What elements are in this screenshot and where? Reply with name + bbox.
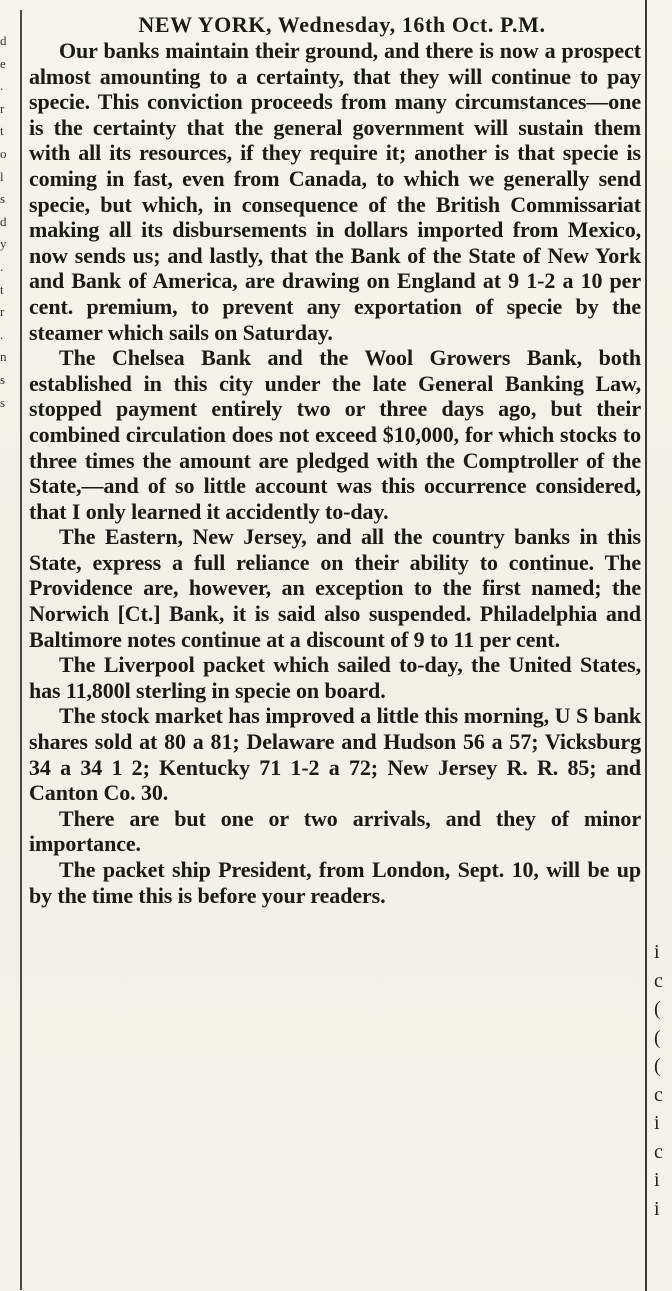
left-fragment: s [0,371,6,387]
left-fragment: s [0,191,6,207]
right-fragment: i [654,1169,660,1191]
left-fragment: o [0,145,7,161]
article-paragraph-chelsea-bank: The Chelsea Bank and the Wool Growers Bank, both established in this city under the late General Banking Law, stopped payment entirely two or three days ago, but their combined circulation does not exceed $10,000, for which stocks to three times the amount are pledged with the Comptroller of the State,—and of so little account was this occurrence considered, that I only learned it accidently to-day. [29,345,641,524]
left-fragment: d [0,213,7,229]
right-fragment: c [654,969,663,992]
news-article [29,12,641,908]
right-fragment: c [654,1083,663,1106]
left-fragment: n [0,349,7,365]
left-column-rule [20,10,22,1290]
left-fragment: l [0,168,4,184]
left-fragment: r [0,100,5,116]
left-fragment: r [0,304,5,320]
right-fragment: ( [654,998,661,1020]
left-fragment: . [0,78,4,94]
article-paragraph-packet-ship: The packet ship President, from London, Sept. 10, will be up by the time this is before your readers. [29,857,641,908]
right-fragment: c [654,1140,663,1163]
left-fragment: . [0,326,4,342]
right-column-rule [645,0,647,1291]
left-fragment: . [0,258,4,274]
left-fragment: d [0,33,7,48]
left-column-fragments [0,30,10,430]
article-paragraph-banks: Our banks maintain their ground, and there is now a prospect almost amounting to a certainty, that they will continue to pay specie. This conviction proceeds from many circumstances—one is the certainty that the general government will sustain them with all its resources, if they require it; another is that specie is coming in fast, even from Canada, to which we generally send specie, but which, in consequence of the British Commissariat making all its disbursements in dollars imported from Mexico, now sends us; and lastly, that the Bank of the State of New York and Bank of America, are drawing on England at 9 1-2 a 10 per cent. premium, to prevent any exportation of specie by the steamer which sails on Saturday. [29,38,641,345]
article-paragraph-country-banks: The Eastern, New Jersey, and all the country banks in this State, express a full reliance on their ability to continue. The Providence are, however, an exception to the first named; the Norwich [Ct.] Bank, it is said also suspended. Philadelphia and Baltimore notes continue at a discount of 9 to 11 per cent. [29,524,641,652]
article-paragraph-stock-market: The stock market has improved a little this morning, U S bank shares sold at 80 a 81; Delaware and Hudson 56 a 57; Vicksburg 34 a 34 1 2; Kentucky 71 1-2 a 72; New Jersey R. R. 85; and Canton Co. 30. [29,703,641,806]
article-dateline: NEW YORK, Wednesday, 16th Oct. P.M. [138,12,546,37]
left-fragment: y [0,236,7,252]
right-fragment: ( [654,1055,661,1077]
article-paragraph-arrivals: There are but one or two arrivals, and they of minor importance. [29,805,641,857]
right-fragment: i [654,1197,660,1220]
right-column-fragments [654,938,672,1223]
article-paragraph-liverpool-packet: The Liverpool packet which sailed to-day, the United States, has 11,800l sterling in specie on board. [29,652,641,703]
left-fragment: t [0,281,4,297]
left-fragment: t [0,123,4,139]
right-fragment: i [654,1112,660,1134]
right-fragment: ( [654,1026,661,1049]
left-fragment: s [0,394,6,410]
right-fragment: i [654,941,660,963]
left-fragment: e [0,55,6,71]
